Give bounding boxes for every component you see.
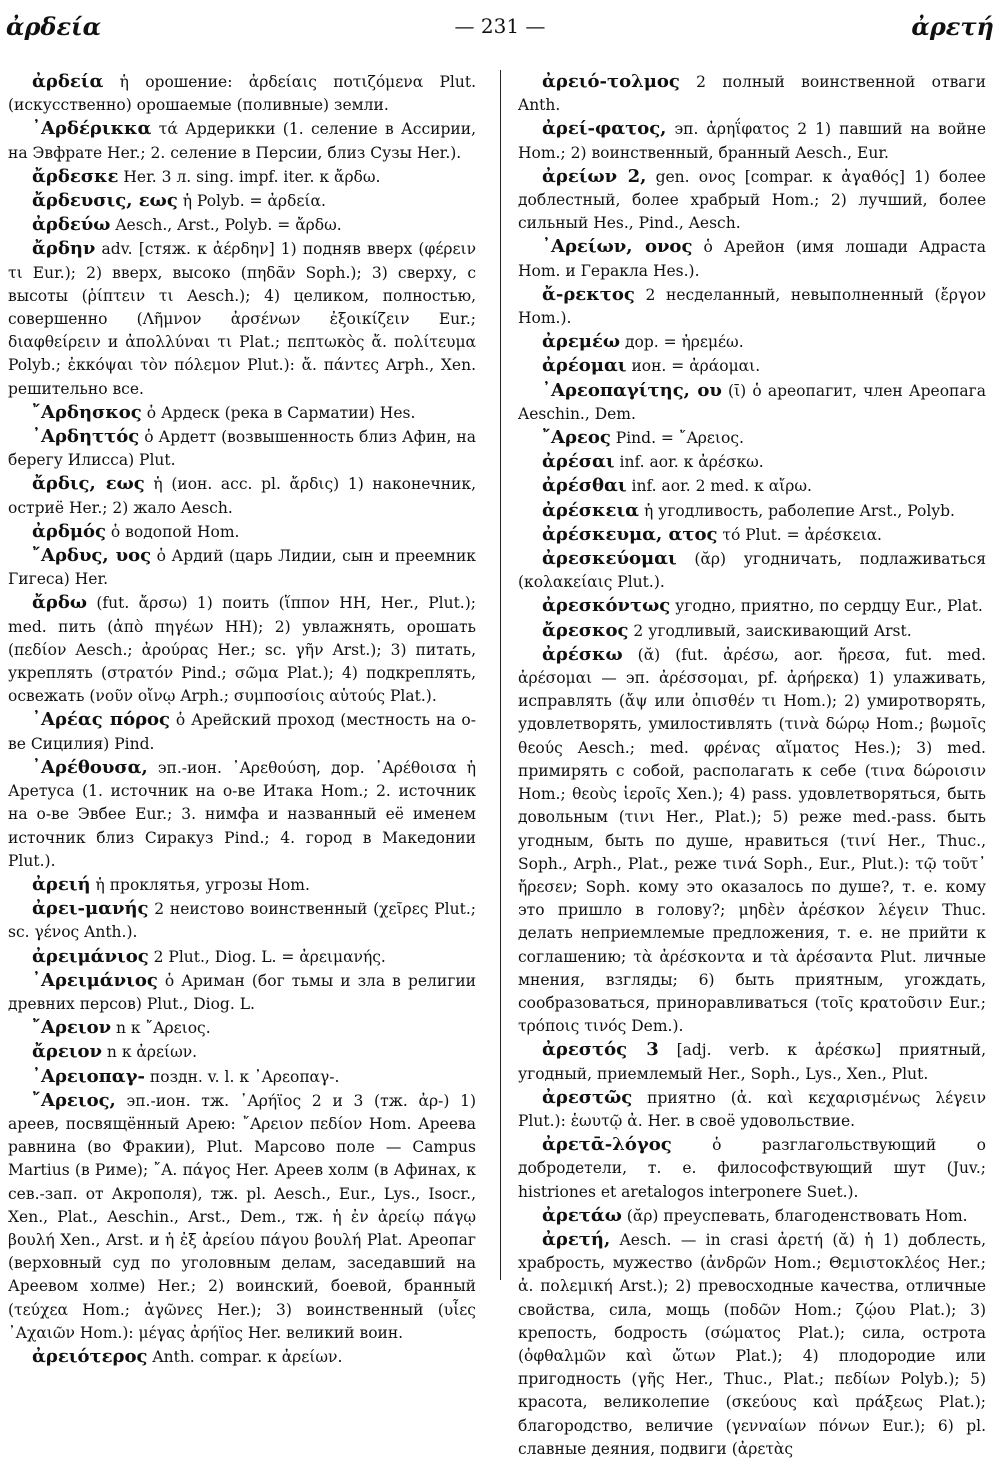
dictionary-entry (518, 165, 986, 236)
entry-definition: 2 несделанный, невыполненный (ἔργον Hom.). (518, 285, 986, 328)
entry-definition: inf. aor. 2 med. к αἴρω. (626, 477, 812, 496)
entry-headword: ἀρεσκεύομαι (542, 548, 677, 570)
entry-definition: ὁ Арейский проход (местность на о-ве Сицилия) Pind. (8, 711, 477, 753)
dictionary-entry (8, 520, 476, 544)
dictionary-entry (8, 1016, 476, 1040)
running-head-right: ἀρετή (911, 12, 994, 41)
entry-headword: ᾿Αρείων, ονος (542, 236, 693, 258)
entry-headword: ἀρεμέω (542, 331, 621, 353)
dictionary-entry (8, 969, 476, 1016)
entry-headword: ῎Αρειον (32, 1017, 112, 1039)
entry-definition: эп.-ион. тж. ᾿Αρήϊος 2 и 3 (тж. ἀρ-) 1) ареев, посвящённый Арею: ῎Αρειον πεδίον Hom. Ареева равнина (во Фракии), Plut. Марсово поле — Campus Martius (в Риме); ῎Α. πάγος Her. Ареев холм (в Афинах, к сев.-зап. от Акрополя), тж. pl. Aesch., Eur., Lys., Isocr., Xen., Plat., Aeschin., Arst., Dem., тж. ἡ ἐν ἀρείῳ πάγῳ βουλή Xen., Arst. и ἡ ἐξ ἀρείου πάγου βουλή Plat. Ареопаг (верховный суд по уголовным делам, заседавший на Ареевом холме) Her.; 2) воинский, боевой, бранный (τεύχεα Hom.; ἀγῶνες Her.); 3) воинственный (υἷες ᾿Αχαιῶν Hom.): μέγας ἀρήϊος Her. великий воин. (8, 1091, 476, 1342)
dictionary-entry (518, 426, 986, 450)
dictionary-entry (518, 1204, 986, 1228)
entry-definition: ἡ орошение: ἀρδείαις ποτιζόμενα Plut. (искусственно) орошаемые (поливные) земли. (8, 73, 476, 115)
entry-definition: приятно (ἀ. καὶ κεχαρισμένως λέγειν Plut.): ἑωυτῷ ἀ. Her. в своё удовольствие. (518, 1088, 986, 1130)
entry-headword: ἀρετή, (542, 1228, 611, 1250)
dictionary-entry (8, 189, 476, 213)
entry-definition: ἡ Polyb. = ἀρδεία. (177, 192, 326, 211)
column-divider (500, 70, 501, 1280)
entry-definition: ион. = ἀράομαι. (626, 357, 761, 376)
dictionary-entry (518, 354, 986, 378)
entry-headword: ἀρδμός (32, 520, 106, 542)
left-column (8, 70, 477, 1367)
entry-definition: ὁ Ардетт (возвышенность близ Афин, на берегу Илисса) Plut. (8, 428, 476, 470)
dictionary-entry (518, 1228, 986, 1461)
entry-definition: ὁ Ардеск (река в Сарматии) Hes. (141, 403, 416, 422)
dictionary-entry (8, 1345, 476, 1369)
entry-definition: эп. ἀρηΐφατος 2 1) павший на войне Hom.; 2) воинственный, бранный Aesch., Eur. (518, 120, 986, 162)
dictionary-entry (518, 547, 986, 594)
dictionary-entry (8, 70, 476, 117)
entry-headword: ἄρεσκος (542, 619, 629, 641)
entry-definition: ἡ (ион. acc. pl. ἄρδις) 1) наконечник, остриё Her.; 2) жало Aesch. (8, 475, 476, 517)
entry-definition: Aesch. — in crasi ἀρετή (ᾰ) ἡ 1) доблесть, храбрость, мужество (ἀνδρῶν Hom.; Θεμιστοκλέος Her.; ἀ. πολεμική Arst.); 2) превосходные качества, отличные свойства, сила, мощь (ποδῶν Hom.; ζῴου Plat.); 3) крепость, бодрость (σώματος Plat.); сила, острота (ὀφθαλμῶν καὶ ὤτων Plat.); 4) плодородие или пригодность (γῆς Her., Thuc., Plat.; πεδίων Polyb.); 5) красота, великолепие (σκεύους καὶ πράξεως Plat.); благородство, величие (γενναίων πόνων Eur.); 6) pl. славные деяния, подвиги (ἀρετὰς (518, 1230, 986, 1458)
entry-headword: ᾿Αρδέρικκα (32, 118, 152, 140)
entry-headword: ἀρειμάνιος (32, 945, 149, 967)
entry-headword: ἀρειότερος (32, 1345, 148, 1367)
dictionary-entry (8, 945, 476, 969)
entry-definition: 2 полный воинственной отваги Anth. (518, 73, 986, 115)
entry-headword: ᾿Αρδηττός (32, 426, 140, 448)
entry-headword: ἄρδευσις, εως (32, 190, 178, 212)
entry-definition: 2 угодливый, заискивающий Arst. (628, 621, 912, 640)
dictionary-entry (518, 235, 986, 282)
entry-headword: ἀρετάω (542, 1204, 622, 1226)
entry-definition: gen. ονος [compar. к ἀγαθός] 1) более доблестный, более храбрый Hom.; 2) лучший, более сильный Hes., Pind., Aesch. (518, 167, 986, 233)
dictionary-entry (8, 472, 476, 519)
entry-definition: inf. aor. к ἀρέσκω. (614, 453, 764, 472)
dictionary-entry (518, 1038, 986, 1085)
entry-headword: ἄρειον (32, 1041, 102, 1063)
dictionary-entry (518, 379, 986, 426)
dictionary-entry (518, 330, 986, 354)
entry-headword: ᾿Αρέας πόρος (32, 709, 171, 731)
entry-headword: ῎Αρδυς, υος (32, 545, 152, 567)
dictionary-entry (518, 619, 986, 643)
entry-definition: Her. 3 л. sing. impf. iter. к ἄρδω. (118, 167, 381, 186)
entry-headword: ἀρεστῶς (542, 1086, 633, 1108)
entry-headword: ἀρδεία (32, 71, 104, 92)
entry-headword: ᾿Αρεοπαγίτης, ου (542, 379, 722, 401)
page-header (0, 0, 1000, 60)
entry-definition: [adj. verb. к ἀρέσκω] приятный, угодный, приемлемый Her., Soph., Lys., Xen., Plut. (518, 1041, 986, 1083)
dictionary-entry (8, 544, 476, 591)
dictionary-entry (518, 499, 986, 523)
entry-headword: ἀρειή (32, 873, 91, 895)
dictionary-entry (518, 70, 986, 117)
dictionary-entry (8, 1089, 476, 1345)
entry-definition: (fut. ἄρσω) 1) поить (ἵππον HH, Her., Plut.); med. пить (ἀπὸ πηγέων HH); 2) увлажнять, орошать (πεδίον Aesch.; ἀρούρας Her.; sc. γῆν Arst.); 3) питать, укреплять (στρατόν Pind.; σῶμα Plat.); 4) подкреплять, освежать (νοῦν οἴνῳ Arph.; συμποσίοις αὑτούς Plat.). (8, 594, 476, 706)
entry-definition: (ᾰρ) преуспевать, благоденствовать Hom. (621, 1206, 968, 1225)
entry-headword: ἄρδω (32, 592, 87, 614)
entry-definition: Aesch., Arst., Polyb. = ἄρδω. (110, 216, 342, 235)
entry-headword: ἀρείων 2, (542, 165, 647, 187)
entry-definition: эп.-ион. ᾿Αρεθούση, дор. ᾿Αρέθοισα ἡ Аретуса (1. источник на о-ве Итака Hom.; 2. источник на о-ве Эвбее Eur.; 3. нимфа и названный её именем источник близ Сиракуз Pind.; 4. город в Македонии Plut.). (8, 758, 476, 870)
entry-headword: ἀρεστός 3 (542, 1039, 659, 1061)
entry-headword: ἄ-ρεκτος (542, 283, 635, 305)
entry-headword: ἄρδην (32, 238, 96, 260)
entry-headword: ἀρειό-τολμος (542, 71, 680, 92)
entry-definition: поздн. v. l. к ᾿Αρεοπαγ-. (144, 1067, 340, 1086)
dictionary-entry (8, 401, 476, 425)
entry-headword: ἀρέσαι (542, 451, 615, 473)
entry-definition: ὁ водопой Hom. (105, 522, 240, 541)
entry-definition: дор. = ἠρεμέω. (620, 333, 744, 352)
dictionary-entry (518, 450, 986, 474)
entry-definition: Anth. compar. к ἀρείων. (147, 1347, 343, 1366)
dictionary-entry (518, 1086, 986, 1133)
entry-definition: ἡ проклятья, угрозы Hom. (90, 875, 310, 894)
entry-headword: ἀρέομαι (542, 355, 627, 377)
entry-definition: ὁ разглагольствующий о добродетели, т. е. философствующий шут (Juv.; histriones et aretalogos interponere Suet.). (518, 1136, 986, 1201)
dictionary-entry (518, 594, 986, 618)
entry-definition: (ᾰ) (fut. ἀρέσω, aor. ἤρεσα, fut. med. ἀρέσομαι — эп. ἀρέσσομαι, pf. ἀρήρεκα) 1) улаживать, исправлять (ἄψ или ὀπισθέν τι Hom.); 2) умиротворять, удовлетворять, умилостивлять (τινὰ δώρῳ Hom.; βωμοῖς θεούς Aesch.; med. φρένας αἵματος Hes.); 3) med. примирять с собой, располагать к себе (τινα δώροισιν Hom.; θεοὺς ἱεροῖς Xen.); 4) pass. удовлетворяться, быть довольным (τινι Her., Plat.); 5) реже med.-pass. быть угодным, быть по душе, нравиться (τινί Her., Thuc., Soph., Arph., Plat., реже τινά Soph., Eur., Plut.): τῷ τοῦτ᾿ ἤρεσεν; Soph. кому это оказалось по душе?, т. е. кому это пришло в голову?; μηδὲν ἀρέσκον λέγειν Thuc. делать неприемлемые предложения, т. е. не прийти к соглашению; τὰ ἀρέσκοντα и τὰ ἀρέσαντα Plut. личные мнения, взгляды; 6) быть приятным, угождать, сообразоваться, приноравливаться (τοῖς κρατοῦσιν Eur.; τρόποις τινός Dem.). (518, 645, 986, 1036)
entry-headword: ᾿Αρειοπαγ- (32, 1065, 145, 1087)
dictionary-entry (8, 117, 476, 164)
dictionary-entry (518, 1133, 986, 1204)
entry-definition: (ᾰρ) угодничать, подлаживаться (κολακείαις Plut.). (518, 550, 986, 592)
entry-definition: (ῑ) ὁ ареопагит, член Ареопага Aeschin., Dem. (518, 381, 986, 423)
dictionary-entry (8, 165, 476, 189)
entry-headword: ἄρδις, εως (32, 473, 145, 495)
entry-headword: ἀρδεύω (32, 214, 111, 236)
dictionary-entry (518, 474, 986, 498)
dictionary-entry (518, 117, 986, 164)
entry-definition: ὁ Ардий (царь Лидии, сын и преемник Гигеса) Her. (8, 547, 476, 589)
entry-headword: ἀρέσκω (542, 643, 623, 665)
right-column (518, 70, 986, 1458)
entry-headword: ἀρέσκευμα, ατος (542, 523, 718, 545)
entry-definition: τά Ардерикки (1. селение в Ассирии, на Эвфрате Her.; 2. селение в Персии, близ Сузы Her.). (8, 120, 476, 162)
entry-definition: n к ἀρείων. (101, 1043, 198, 1062)
entry-headword: ῎Αρειος, (32, 1089, 116, 1111)
dictionary-entry (8, 591, 476, 708)
dictionary-entry (8, 708, 476, 755)
entry-headword: ῎Αρεος (542, 427, 611, 449)
dictionary-entry (8, 237, 476, 400)
entry-definition: 2 неистово воинственный (χεῖρες Plut.; sc. γένος Anth.). (8, 900, 476, 942)
entry-definition: adv. [стяж. к ἀέρδην] 1) подняв вверх (φέρειν τι Eur.); 2) вверх, высоко (πηδᾶν Soph.); 3) сверху, с высоты (ῥίπτειν τι Aesch.); 4) целиком, полностью, совершенно (Λῆμνον ἀρσένων ἐξοικίζειν Eur.; διαφθείρειν и ἀπολλύναι τι Plat.; πεπτωκὸς ἄ. πολίτευμα Polyb.; ἐκκόψαι τὸν πόλεμον Plut.): ἄ. πάντες Arph., Xen. решительно все. (8, 240, 476, 398)
entry-definition: угодно, приятно, по сердцу Eur., Plat. (670, 597, 983, 616)
dictionary-entry (518, 523, 986, 547)
entry-definition: ἡ угодливость, раболепие Arst., Polyb. (639, 501, 955, 520)
entry-headword: ἀρέσθαι (542, 475, 627, 497)
entry-headword: ᾿Αρέθουσα, (32, 756, 148, 778)
dictionary-entry (8, 213, 476, 237)
entry-headword: ῎Αρδησκος (32, 401, 142, 423)
entry-headword: ἀρεί-φατος, (542, 118, 667, 140)
entry-headword: ἄρδεσκε (32, 165, 119, 187)
entry-definition: 2 Plut., Diog. L. = ἀρειμανής. (148, 947, 386, 966)
dictionary-entry (8, 873, 476, 897)
entry-definition: τό Plut. = ἀρέσκεια. (717, 525, 882, 544)
running-head-left: ἀρδεία (6, 12, 102, 41)
dictionary-entry (518, 283, 986, 330)
page-number: — 231 — (454, 14, 546, 38)
dictionary-entry (8, 897, 476, 944)
dictionary-entry (8, 1065, 476, 1089)
dictionary-entry (8, 756, 476, 873)
entry-headword: ᾿Αρειμάνιος (32, 969, 158, 991)
entry-definition: ὁ Арейон (имя лошади Адраста Hom. и Геракла Hes.). (518, 238, 986, 280)
entry-headword: ἀρέσκεια (542, 499, 640, 521)
dictionary-entry (518, 643, 986, 1038)
entry-definition: Pind. = ῎Αρειος. (610, 429, 744, 448)
dictionary-entry (8, 1040, 476, 1064)
entry-headword: ἀρεσκόντως (542, 595, 671, 617)
entry-headword: ἀρετᾱ-λόγος (542, 1134, 672, 1156)
entry-definition: n к ῎Αρειος. (111, 1019, 211, 1038)
entry-definition: ὁ Ариман (бог тьмы и зла в религии древних персов) Plut., Diog. L. (8, 971, 476, 1013)
entry-headword: ἀρει-μανής (32, 898, 149, 920)
dictionary-entry (8, 425, 476, 472)
